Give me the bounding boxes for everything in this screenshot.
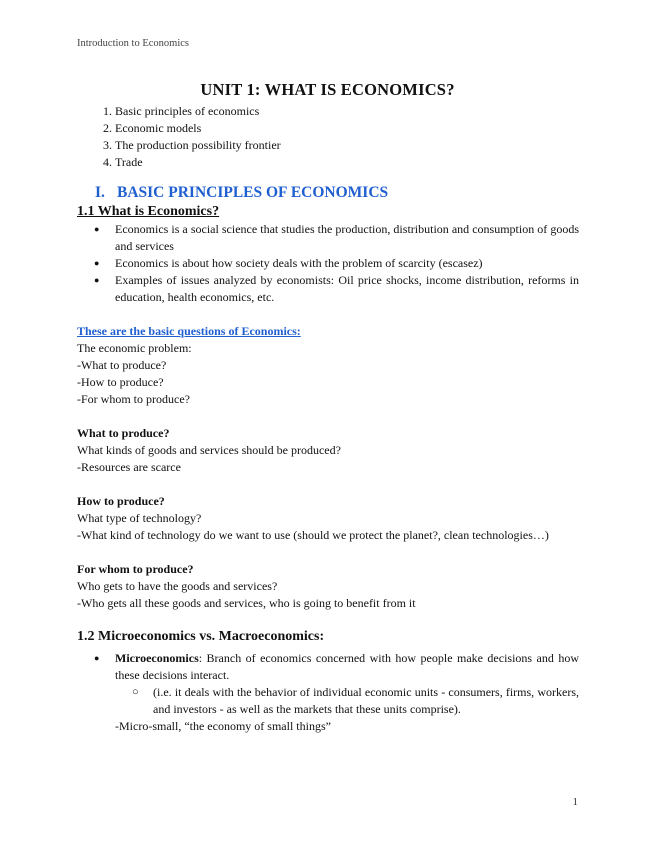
list-item: ○ (i.e. it deals with the behavior of individual economic units - consumers, firms, workers, and investors - as well as the markets that these units comprise). [153, 684, 579, 718]
text-line: -How to produce? [77, 375, 164, 389]
section-heading [77, 184, 579, 201]
section-title: BASIC PRINCIPLES OF ECONOMICS [117, 184, 389, 201]
subsection-heading: 1.2 Microeconomics vs. Macroeconomics: [77, 629, 325, 644]
toc-item: 1. Basic principles of economics [115, 103, 579, 120]
question-heading: For whom to produce? [77, 562, 194, 576]
text-line: The economic problem: [77, 341, 192, 355]
subsection-heading: 1.1 What is Economics? [77, 204, 220, 219]
term-microeconomics: Microeconomics [115, 651, 199, 665]
toc-item: 2. Economic models [115, 120, 579, 137]
toc-item: 3. The production possibility frontier [115, 137, 579, 154]
page-header: Introduction to Economics [77, 38, 189, 49]
text-line: What type of technology? [77, 511, 202, 525]
document-body [77, 103, 579, 735]
text-line: -Who gets all these goods and services, who is going to benefit from it [77, 596, 416, 610]
text-line: What kinds of goods and services should be produced? [77, 443, 341, 457]
section-number: I. [95, 184, 105, 201]
text-line: Who gets to have the goods and services? [77, 579, 278, 593]
sub-bullet-list [115, 684, 579, 718]
question-heading: How to produce? [77, 494, 165, 508]
question-heading: What to produce? [77, 426, 170, 440]
list-item: ● Economics is a social science that studies the production, distribution and consumption of goods and services [115, 221, 579, 255]
text-line: -For whom to produce? [77, 392, 190, 406]
bullet-list [77, 221, 579, 306]
text-line: -What to produce? [77, 358, 167, 372]
text-line: -Resources are scarce [77, 460, 181, 474]
toc-item: 4. Trade [115, 154, 579, 171]
list-item [115, 650, 579, 735]
text-line: -What kind of technology do we want to use (should we protect the planet?, clean technologies…) [77, 528, 549, 542]
list-item: ● Economics is about how society deals with the problem of scarcity (escasez) [115, 255, 579, 272]
definition-text: : Branch of economics concerned with how people make decisions and how these decisions interact. [115, 651, 579, 682]
text-line: -Micro-small, “the economy of small things” [115, 719, 331, 733]
table-of-contents [77, 103, 579, 171]
page-number: 1 [572, 796, 578, 808]
unit-title: UNIT 1: WHAT IS ECONOMICS? [200, 80, 455, 99]
basic-questions-link[interactable]: These are the basic questions of Economics: [77, 324, 301, 338]
bullet-list [77, 650, 579, 735]
list-item: ● Examples of issues analyzed by economists: Oil price shocks, income distribution, reforms in education, health economics, etc. [115, 272, 579, 306]
